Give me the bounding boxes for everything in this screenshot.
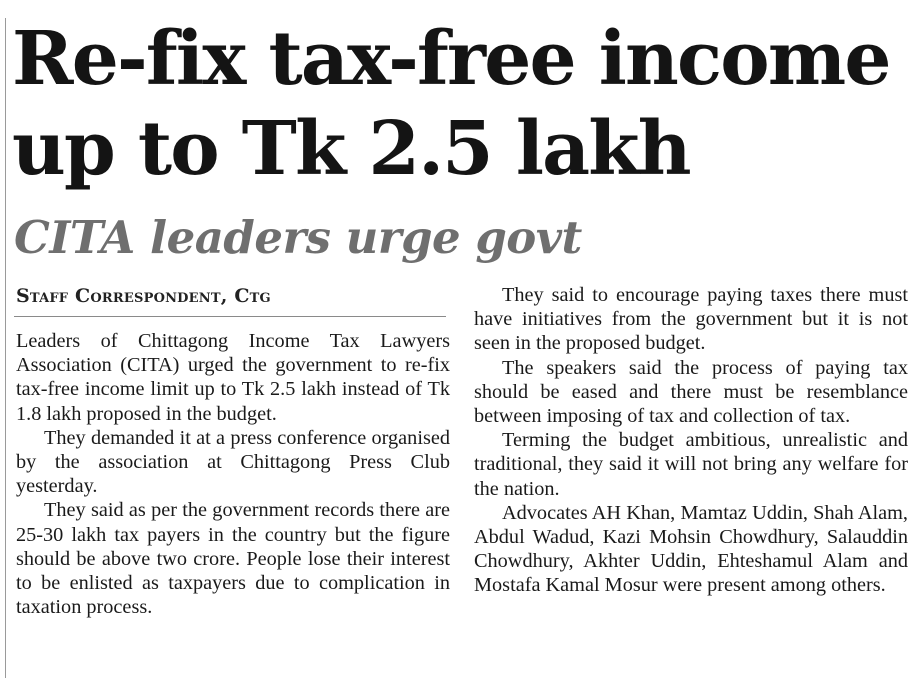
headline-line-2: up to Tk 2.5 lakh — [12, 106, 690, 192]
right-column — [474, 283, 908, 598]
headline — [12, 14, 907, 194]
paragraph: Leaders of Chittagong Income Tax Lawyers Association (CITA) urged the government to re-fix tax-free income limit up to Tk 2.5 lakh instead of Tk 1.8 lakh proposed in the budget. — [16, 330, 450, 425]
headline-line-1: Re-fix tax-free income — [12, 16, 890, 102]
subheadline: CITA leaders urge govt — [14, 211, 582, 264]
column-rule — [5, 18, 6, 678]
left-column — [16, 329, 450, 619]
paragraph: Terming the budget ambitious, unrealistic and traditional, they said it will not bring any welfare for the nation. — [474, 429, 908, 500]
paragraph: They said as per the government records there are 25-30 lakh tax payers in the country but the figure should be above two crore. People lose their interest to be enlisted as taxpayers due to complication in taxation process. — [16, 499, 450, 619]
paragraph: Advocates AH Khan, Mamtaz Uddin, Shah Alam, Abdul Wadud, Kazi Mohsin Chowdhury, Salauddin Chowdhury, Akhter Uddin, Ehteshamul Alam and Mostafa Kamal Mosur were present among others. — [474, 501, 908, 597]
byline: Staff Correspondent, Ctg — [16, 285, 271, 307]
byline-divider — [14, 316, 446, 317]
paragraph: They said to encourage paying taxes there must have initiatives from the government but it is not seen in the proposed budget. — [474, 284, 908, 355]
paragraph: They demanded it at a press conference organised by the association at Chittagong Press Club yesterday. — [16, 426, 450, 498]
paragraph: The speakers said the process of paying tax should be eased and there must be resemblance between imposing of tax and collection of tax. — [474, 356, 908, 428]
